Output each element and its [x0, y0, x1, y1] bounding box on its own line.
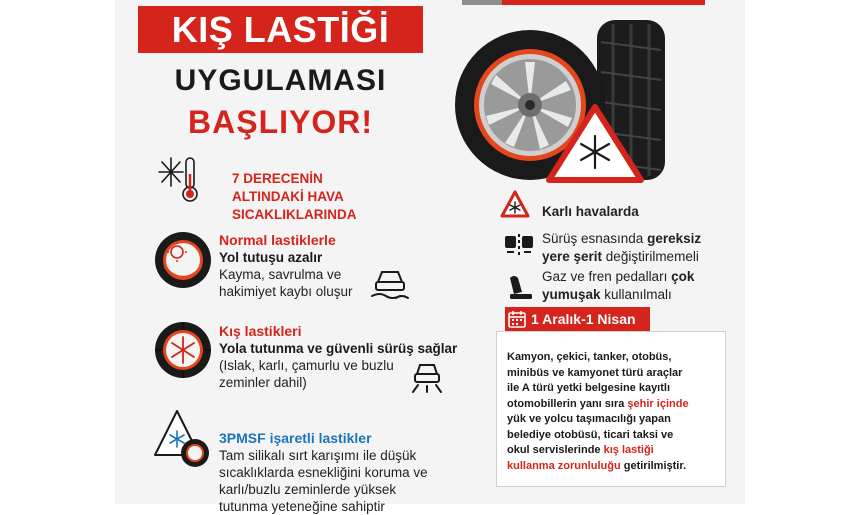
- cold-line-1: 7 DERECENİN: [232, 171, 323, 186]
- info-line-7b: kış lastiği: [603, 444, 654, 456]
- info-line-3: ile A türü yetki belgesine kayıtlı: [507, 382, 671, 394]
- title-line-3: BAŞLIYOR!: [188, 104, 373, 140]
- lane-bold-1: gereksiz: [647, 231, 702, 246]
- normal-head: Normal lastiklerle: [219, 232, 336, 248]
- info-line-4b: şehir içinde: [627, 397, 689, 410]
- info-line-2: minibüs ve kamyonet türü araçlar: [507, 366, 683, 379]
- road-car-icon: [409, 360, 445, 394]
- info-line-8a: kullanma zorunluluğu: [507, 459, 621, 472]
- info-line-1: Kamyon, çekici, tanker, otobüs,: [507, 351, 672, 363]
- pedal-icon: [506, 272, 536, 302]
- lane-change-text: [542, 230, 742, 266]
- 3pmsf-line-2: sıcaklıklarda esnekliğini koruma ve: [219, 465, 428, 480]
- lane-pre: Sürüş esnasında: [542, 231, 648, 246]
- pedal-bold-2: yumuşak: [542, 287, 601, 302]
- 3pmsf-head: 3PMSF işaretli lastikler: [219, 430, 372, 446]
- normal-tire-sun-icon: [153, 230, 213, 290]
- title-line-2: UYGULAMASI: [174, 64, 387, 97]
- 3pmsf-text: [219, 430, 479, 515]
- normal-strong: Yol tutuşu azalır: [219, 250, 323, 265]
- snowy-head: Karlı havalarda: [542, 204, 639, 219]
- regulation-info-box: [496, 331, 726, 487]
- snow-warning-icon: [500, 190, 530, 220]
- lane-change-icon: [503, 232, 535, 260]
- lane-post: değiştirilmemeli: [602, 249, 699, 264]
- winter-line-1: (Islak, karlı, çamurlu ve buzlu: [219, 358, 394, 373]
- pedal-text: [542, 268, 742, 304]
- info-line-7a: okul servislerinde: [507, 444, 604, 456]
- info-line-8b: getirilmiştir.: [620, 459, 687, 472]
- lane-bold-2: yere şerit: [542, 249, 603, 264]
- cold-line-2: ALTINDAKİ HAVA: [232, 189, 344, 204]
- winter-line-2: zeminler dahil): [219, 375, 307, 390]
- 3pmsf-line-3: karlı/buzlu zeminlerde yüksek: [219, 482, 397, 497]
- pedal-bold-1: çok: [671, 269, 695, 284]
- winter-tire-snowflake-icon: [153, 320, 213, 380]
- calendar-icon: [507, 309, 527, 329]
- info-line-6: belediye otobüsü, ticari taksi ve: [507, 428, 674, 441]
- normal-tires-text: [219, 232, 389, 300]
- pedal-post: kullanılmalı: [600, 287, 672, 302]
- 3pmsf-line-1: Tam silikalı sırt karışımı ile düşük: [219, 448, 417, 463]
- cold-weather-text: [232, 170, 432, 224]
- info-line-5: yük ve yolcu taşımacılığı yapan: [507, 413, 671, 425]
- 3pmsf-line-4: tutunma yeteneğine sahiptir: [219, 499, 385, 514]
- winter-strong: Yola tutunma ve güvenli sürüş sağlar: [219, 341, 458, 356]
- title-line-1: KIŞ LASTİĞİ: [138, 6, 423, 53]
- pedal-pre: Gaz ve fren pedalları: [542, 269, 672, 284]
- skidding-car-icon: [368, 266, 412, 300]
- normal-line-2: hakimiyet kaybı oluşur: [219, 284, 353, 299]
- 3pmsf-mountain-icon: [149, 405, 213, 469]
- poster: [115, 0, 745, 514]
- info-line-4a: otomobillerin yanı sıra: [507, 397, 628, 410]
- normal-line-1: Kayma, savrulma ve: [219, 267, 342, 282]
- cold-line-3: SICAKLIKLARINDA: [232, 207, 357, 222]
- snowflake-thermometer-icon: [157, 154, 209, 206]
- tires-illustration: [445, 12, 675, 187]
- winter-head: Kış lastikleri: [219, 323, 302, 339]
- date-range-label: 1 Aralık-1 Nisan: [531, 311, 636, 327]
- top-accent-strip-gray: [462, 0, 502, 5]
